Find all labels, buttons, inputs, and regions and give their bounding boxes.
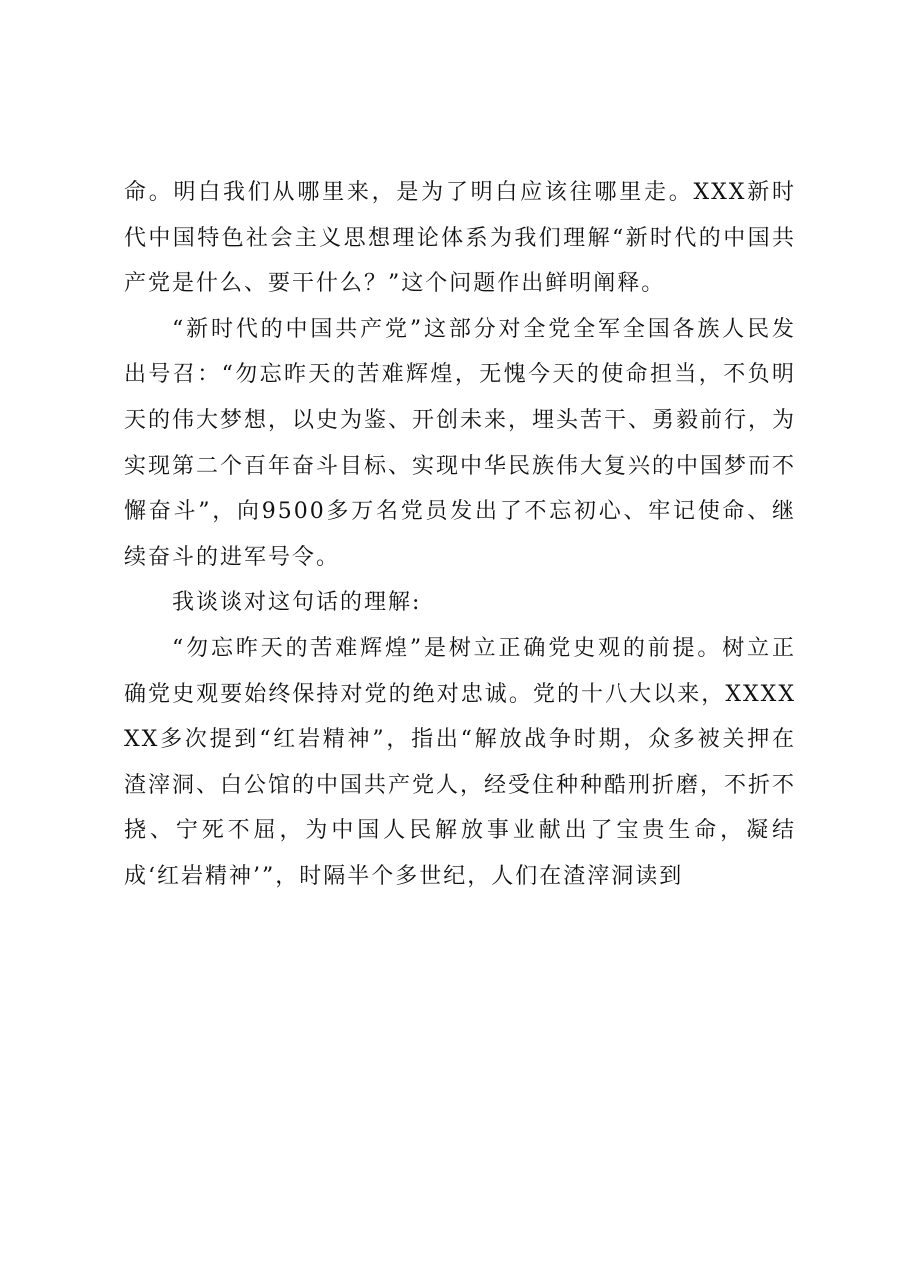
paragraph-understanding-intro: 我谈谈对这句话的理解:: [172, 590, 422, 616]
paragraph-new-era-party: “新时代的中国共产党”这部分对全党全军全国各族人民发出号召：“勿忘昨天的苦难辉煌，无愧今天的使命担当，不负明天的伟大梦想，以史为鉴、开创未来，埋头苦干、勇毅前行，为实现第二个百年奋斗目标、实现中华民族伟大复兴的中国梦而不懈奋斗”，向9500多万名党员发出了不忘初心、牢记使命、继续奋斗的进军号令。: [124, 316, 797, 570]
paragraph-party-history-view: “勿忘昨天的苦难辉煌”是树立正确党史观的前提。树立正确党史观要始终保持对党的绝对忠诚。党的十八大以来，XXXXXX多次提到“红岩精神”，指出“解放战争时期，众多被关押在渣滓洞、白公馆的中国共产党人，经受住种种酷刑折磨，不折不挠、宁死不屈，为中国人民解放事业献出了宝贵生命，凝结成‘红岩精神’”，时隔半个多世纪，人们在渣滓洞读到: [124, 635, 797, 889]
document-body: [124, 170, 796, 900]
paragraph-continuation: 命。明白我们从哪里来，是为了明白应该往哪里走。XXX新时代中国特色社会主义思想理论体系为我们理解“新时代的中国共产党是什么、要干什么？”这个问题作出鲜明阐释。: [124, 180, 796, 297]
